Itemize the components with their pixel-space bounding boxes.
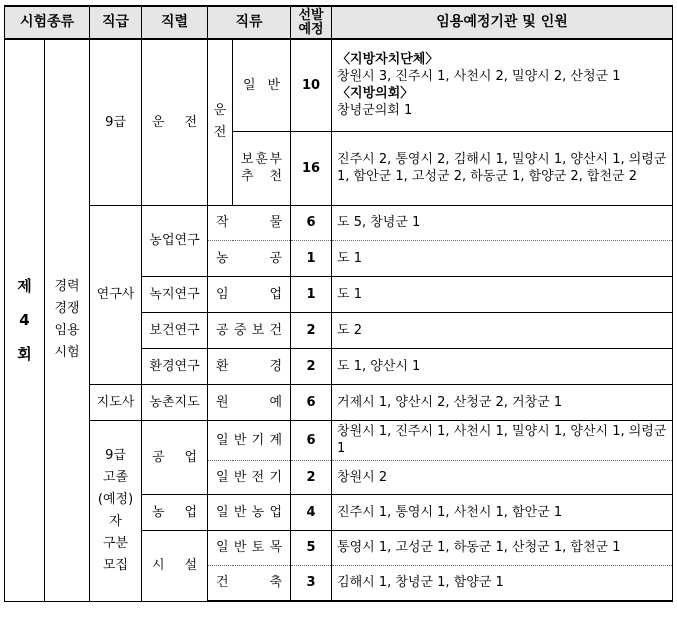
veteran-sub-line2: 추 천: [241, 169, 283, 184]
exam-round-c3: 회: [17, 345, 32, 364]
elec-category: 일 반 전 기: [208, 460, 291, 494]
council-list: 창녕군의회 1: [337, 103, 413, 119]
header-grade: 직급: [90, 6, 142, 39]
civil-agency-list: 통영시 1, 고성군 1, 하동군 1, 산청군 1, 합천군 1: [332, 530, 673, 565]
local-gov-list: 창원시 3, 진주시 1, 사천시 2, 밀양시 2, 산청군 1: [337, 69, 621, 85]
hs-grade-line: 고졸: [102, 469, 129, 485]
hs-grade-line: 9급: [105, 447, 126, 463]
farm-agency-list: 진주시 1, 통영시 1, 사천시 1, 함안군 1: [332, 494, 673, 530]
header-row: [5, 6, 673, 39]
table-row: [5, 205, 673, 240]
grade-9-cell: 9급: [90, 39, 142, 205]
arch-agency-list: 김해시 1, 창녕군 1, 함양군 1: [332, 565, 673, 601]
agri-eng-category: 농 공: [208, 240, 291, 276]
crop-count: 6: [291, 205, 332, 240]
civil-count: 5: [291, 530, 332, 565]
header-exam-type: 시험종류: [5, 6, 90, 39]
driving-series-cell: 운 전: [142, 39, 208, 205]
advisor-grade-cell: 지도사: [90, 384, 142, 420]
civil-category: 일 반 토 목: [208, 530, 291, 565]
hs-grade-line: (예정): [97, 491, 134, 507]
farm-category: 일 반 농 업: [208, 494, 291, 530]
health-research-cell: 보건연구: [142, 312, 208, 348]
farm-count: 4: [291, 494, 332, 530]
horti-agency-list: 거제시 1, 양산시 2, 산청군 2, 거창군 1: [332, 384, 673, 420]
veteran-count: 16: [291, 131, 332, 205]
driving-cat-char: 전: [213, 125, 227, 141]
exam-type-line: 경쟁: [54, 301, 80, 317]
header-category: 직류: [208, 6, 291, 39]
header-agency: 임용예정기관 및 인원: [332, 6, 673, 39]
general-subcategory: 일 반: [233, 39, 291, 131]
veteran-subcategory: [233, 131, 291, 205]
public-health-count: 2: [291, 312, 332, 348]
env-count: 2: [291, 348, 332, 384]
header-series: 직렬: [142, 6, 208, 39]
crop-agency-list: 도 5, 창녕군 1: [332, 205, 673, 240]
crop-category: 작 물: [208, 205, 291, 240]
horti-count: 6: [291, 384, 332, 420]
council-heading: 〈지방의회〉: [337, 86, 414, 102]
arch-category: 건 축: [208, 565, 291, 601]
forestry-agency-list: 도 1: [332, 276, 673, 312]
farm-series-cell: 농 업: [142, 494, 208, 530]
exam-round-c1: 제: [17, 277, 32, 296]
agri-eng-count: 1: [291, 240, 332, 276]
env-agency-list: 도 1, 양산시 1: [332, 348, 673, 384]
header-count: [291, 6, 332, 39]
agri-eng-agency-list: 도 1: [332, 240, 673, 276]
arch-count: 3: [291, 565, 332, 601]
hs-grade-cell: [90, 420, 142, 601]
header-count-line2: 예정: [298, 21, 324, 37]
exam-type-cell: [45, 39, 90, 601]
mech-count: 6: [291, 420, 332, 460]
table-row: [5, 384, 673, 420]
elec-count: 2: [291, 460, 332, 494]
public-health-category: 공 중 보 건: [208, 312, 291, 348]
exam-type-line: 경력: [54, 279, 80, 295]
rural-guidance-cell: 농촌지도: [142, 384, 208, 420]
mech-agency-list: 창원시 1, 진주시 1, 사천시 1, 밀양시 1, 양산시 1, 의령군 1: [332, 420, 673, 460]
hs-grade-line: 구분: [102, 535, 129, 551]
driving-category-cell: [208, 39, 233, 205]
forestry-category: 임 업: [208, 276, 291, 312]
horti-category: 원 예: [208, 384, 291, 420]
industry-series-cell: 공 업: [142, 420, 208, 494]
env-category: 환 경: [208, 348, 291, 384]
table-row: [5, 420, 673, 460]
local-gov-heading: 〈지방자치단체〉: [337, 52, 439, 68]
table-row: [5, 39, 673, 131]
exam-round-c2: 4: [19, 311, 30, 330]
hs-grade-line: 자: [109, 513, 122, 529]
header-count-line1: 선발: [298, 7, 324, 23]
mech-category: 일 반 기 계: [208, 420, 291, 460]
veteran-sub-line1: 보 훈 부: [241, 152, 283, 167]
recruitment-table: [4, 5, 673, 602]
exam-type-line: 임용: [54, 323, 80, 339]
agri-research-cell: 농업연구: [142, 205, 208, 276]
exam-round-cell: [5, 39, 45, 601]
elec-agency-list: 창원시 2: [332, 460, 673, 494]
forestry-count: 1: [291, 276, 332, 312]
env-research-cell: 환경연구: [142, 348, 208, 384]
hs-grade-line: 모집: [102, 557, 129, 573]
researcher-grade-cell: 연구사: [90, 205, 142, 384]
facility-series-cell: 시 설: [142, 530, 208, 601]
public-health-agency-list: 도 2: [332, 312, 673, 348]
general-count: 10: [291, 39, 332, 131]
exam-type-line: 시험: [54, 345, 80, 361]
veteran-agency-list: 진주시 2, 통영시 2, 김해시 1, 밀양시 1, 양산시 1, 의령군 1, 함안군 1, 고성군 2, 하동군 1, 함양군 2, 합천군 2: [332, 131, 673, 205]
green-research-cell: 녹지연구: [142, 276, 208, 312]
general-agency-cell: [332, 39, 673, 131]
driving-cat-char: 운: [213, 103, 227, 119]
